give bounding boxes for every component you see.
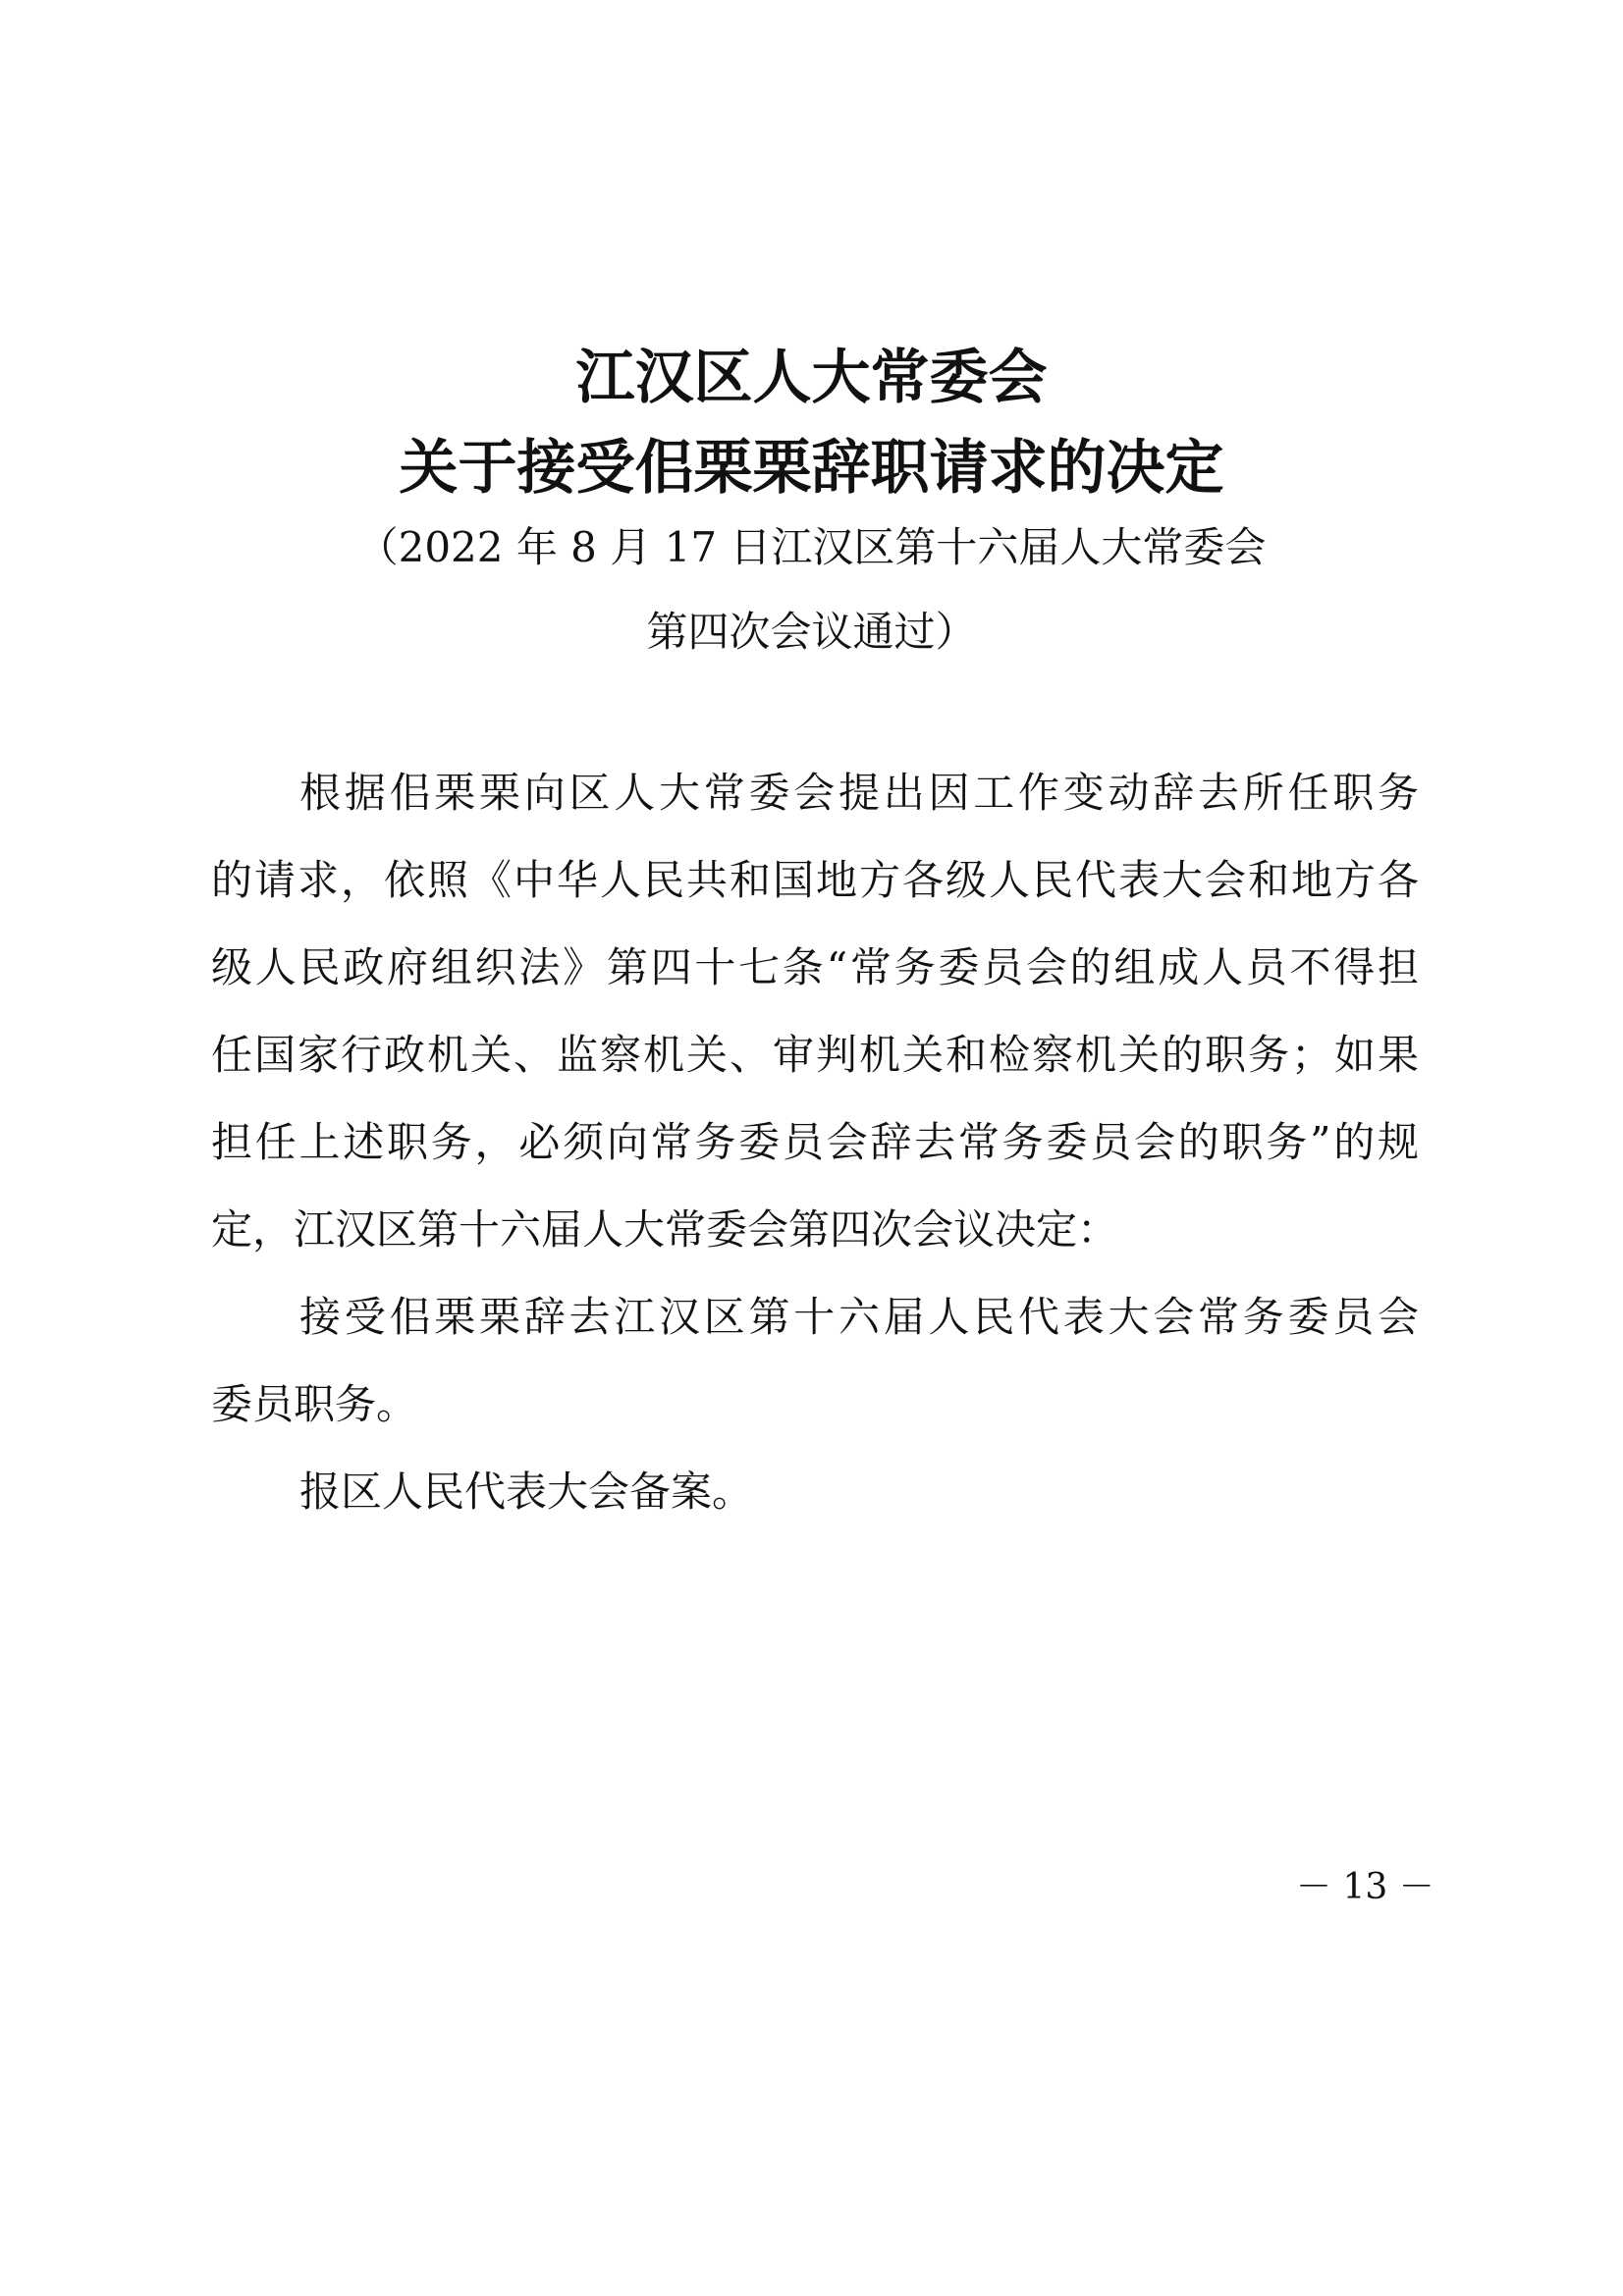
paragraph1-line: 担任上述职务，必须向常务委员会辞去常务委员会的职务”的规 bbox=[211, 1118, 1419, 1166]
paragraph1-line: 的请求，依照《中华人民共和国地方各级人民代表大会和地方各 bbox=[211, 856, 1419, 904]
paragraph2-line: 接受佀栗栗辞去江汉区第十六届人民代表大会常务委员会 bbox=[299, 1293, 1419, 1341]
document-title-line1: 江汉区人大常委会 bbox=[575, 344, 1048, 412]
document-title-line2: 关于接受佀栗栗辞职请求的决定 bbox=[399, 434, 1224, 503]
document-subtitle-line2: 第四次会议通过） bbox=[646, 608, 977, 656]
document-subtitle-line1: （2022 年 8 月 17 日江汉区第十六届人大常委会 bbox=[356, 523, 1267, 571]
paragraph1-line: 级人民政府组织法》第四十七条“常务委员会的组成人员不得担 bbox=[211, 943, 1419, 991]
paragraph3-line: 报区人民代表大会备案。 bbox=[299, 1468, 754, 1516]
paragraph1-line: 根据佀栗栗向区人大常委会提出因工作变动辞去所任职务 bbox=[299, 769, 1419, 817]
paragraph1-line: 任国家行政机关、监察机关、审判机关和检察机关的职务；如果 bbox=[211, 1031, 1419, 1079]
page-number: － 13 － bbox=[1296, 1867, 1434, 1907]
paragraph2-line: 委员职务。 bbox=[211, 1380, 418, 1428]
paragraph1-line: 定，江汉区第十六届人大常委会第四次会议决定： bbox=[211, 1205, 1119, 1254]
